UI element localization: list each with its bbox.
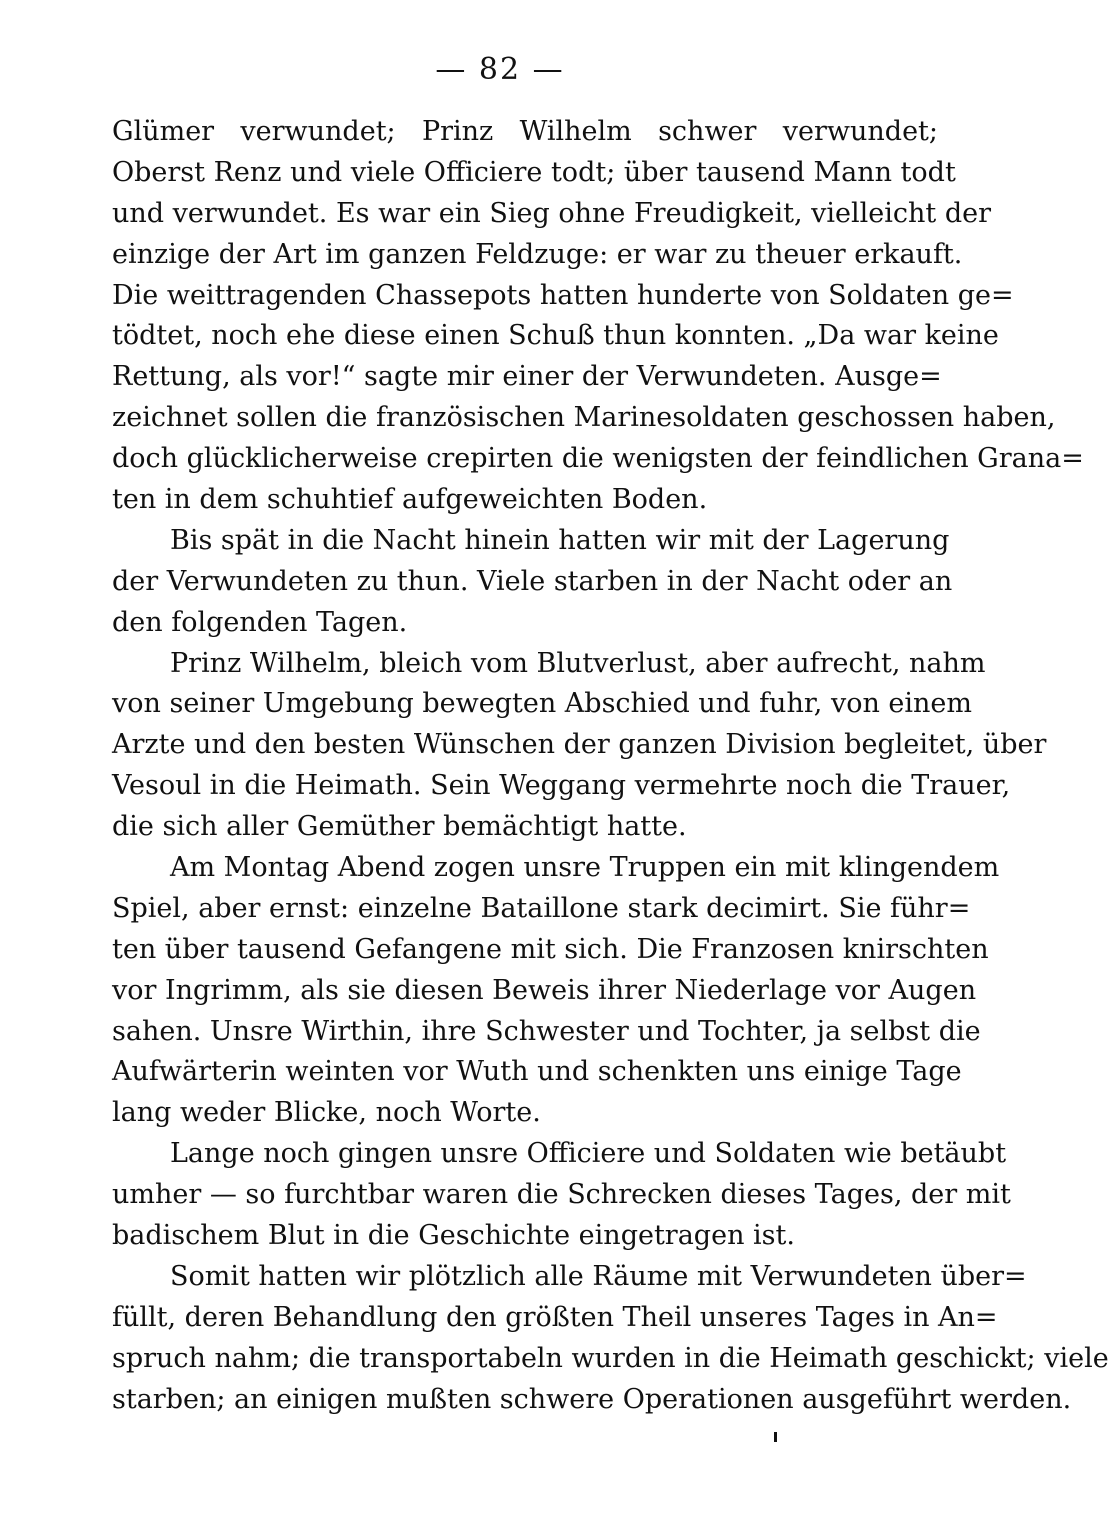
page-number: — 82 — — [435, 52, 565, 87]
text-line: ten in dem schuhtief aufgeweichten Boden. — [112, 484, 708, 516]
text-line: einzige der Art im ganzen Feldzuge: er war zu theuer erkauft. — [112, 238, 963, 270]
text-line: Die weittragenden Chassepots hatten hunderte von Soldaten ge= — [112, 279, 1014, 311]
text-line: die sich aller Gemüther bemächtigt hatte. — [112, 811, 687, 843]
text-line: doch glücklicherweise crepirten die wenigsten der feindlichen Grana= — [112, 443, 1084, 475]
text-line: füllt, deren Behandlung den größten Theil unseres Tages in An= — [112, 1301, 998, 1333]
text-line: Prinz Wilhelm, bleich vom Blutverlust, aber aufrecht, nahm — [170, 647, 986, 679]
text-line: Am Montag Abend zogen unsre Truppen ein mit klingendem — [170, 852, 1000, 884]
text-line: ten über tausend Gefangene mit sich. Die Franzosen knirschten — [112, 933, 989, 965]
text-line: Arzte und den besten Wünschen der ganzen Division begleitet, über — [112, 729, 1047, 761]
text-line: der Verwundeten zu thun. Viele starben in der Nacht oder an — [112, 565, 953, 597]
text-line: Somit hatten wir plötzlich alle Räume mit Verwundeten über= — [170, 1260, 1027, 1292]
text-line: den folgenden Tagen. — [112, 606, 408, 638]
text-line: starben; an einigen mußten schwere Operationen ausgeführt werden. — [112, 1383, 1072, 1415]
page-text — [112, 112, 1109, 1421]
text-line: spruch nahm; die transportabeln wurden in die Heimath geschickt; viele — [112, 1342, 1109, 1374]
print-mark — [774, 1432, 777, 1442]
text-line: Vesoul in die Heimath. Sein Weggang vermehrte noch die Trauer, — [112, 770, 1011, 802]
text-line: vor Ingrimm, als sie diesen Beweis ihrer Niederlage vor Augen — [112, 974, 977, 1006]
text-line: lang weder Blicke, noch Worte. — [112, 1097, 541, 1129]
text-line: Glümer verwundet; Prinz Wilhelm schwer verwundet; — [112, 116, 938, 147]
text-line: Oberst Renz und viele Officiere todt; über tausend Mann todt — [112, 156, 956, 188]
text-line: Rettung, als vor!“ sagte mir einer der Verwundeten. Ausge= — [112, 361, 942, 393]
text-line: zeichnet sollen die französischen Marinesoldaten geschossen haben, — [112, 402, 1056, 434]
text-line: tödtet, noch ehe diese einen Schuß thun konnten. „Da war keine — [112, 320, 999, 352]
text-line: sahen. Unsre Wirthin, ihre Schwester und Tochter, ja selbst die — [112, 1015, 981, 1047]
text-line: umher — so furchtbar waren die Schrecken dieses Tages, der mit — [112, 1179, 1011, 1211]
text-line: Bis spät in die Nacht hinein hatten wir mit der Lagerung — [170, 524, 950, 556]
text-line: Lange noch gingen unsre Officiere und Soldaten wie betäubt — [170, 1138, 1007, 1170]
text-line: von seiner Umgebung bewegten Abschied und fuhr, von einem — [112, 688, 973, 720]
text-line: Spiel, aber ernst: einzelne Bataillone stark decimirt. Sie führ= — [112, 892, 971, 924]
text-line: und verwundet. Es war ein Sieg ohne Freudigkeit, vielleicht der — [112, 197, 992, 229]
text-line: badischem Blut in die Geschichte eingetragen ist. — [112, 1220, 795, 1252]
text-line: Aufwärterin weinten vor Wuth und schenkten uns einige Tage — [112, 1056, 962, 1088]
